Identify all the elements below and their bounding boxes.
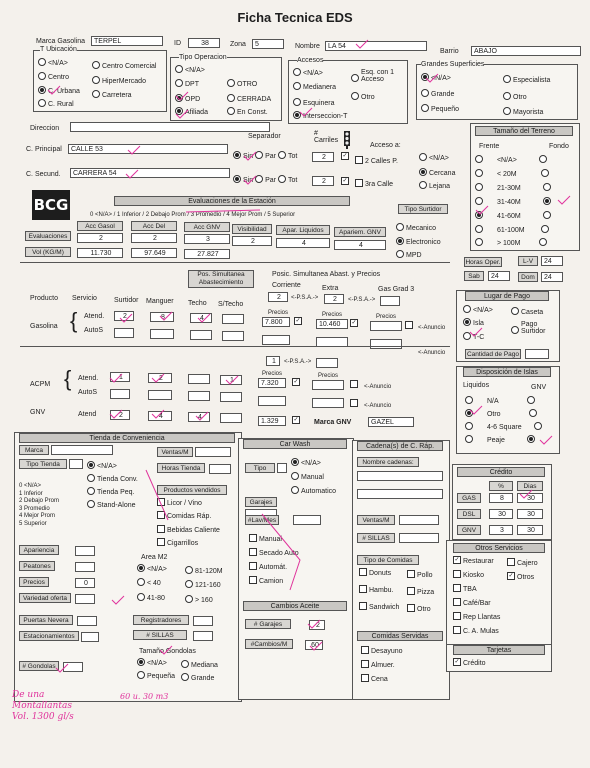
lv-label: L-V (518, 256, 538, 266)
ubic-opt-hiper[interactable]: HiperMercado (92, 77, 146, 86)
terreno-title: Tamaño del Terreno (475, 126, 573, 136)
tipo-surtidor-button[interactable]: Tipo Surtidor (398, 204, 448, 214)
car-wash-opt-auto[interactable]: Automatico (291, 487, 336, 496)
col-surtidor: Surtidor (114, 297, 139, 304)
acpm-atend-label: Atend. (78, 375, 99, 382)
pago-opt-isla[interactable]: Isla (463, 319, 484, 328)
terreno-size-na[interactable]: <N/A> (475, 156, 549, 165)
gas-precios-label-2: Precios (322, 312, 343, 318)
cambios-title: Cambios Aceite (243, 601, 347, 611)
gasolina-brace: { (70, 308, 78, 333)
col-producto: Producto (30, 295, 59, 302)
form-title: Ficha Tecnica EDS (237, 10, 353, 25)
tienda-scale: 0 <N/A> 1 Inferior 2 Debajo Prom 3 Promedio 4 Mejor Prom 5 Superior (19, 483, 60, 527)
area-opt-160[interactable]: > 160 (185, 596, 213, 605)
acceso-a-label: Acceso a: (370, 142, 401, 149)
op-opt-afiliada[interactable]: Afiliada (175, 108, 208, 117)
dom-field[interactable]: 24 (541, 272, 563, 282)
cantidad-pago-label: Cantidad de Pago (466, 351, 520, 358)
car-wash-title: Car Wash (243, 439, 347, 449)
credito-dsl-pct[interactable]: 30 (489, 509, 513, 519)
cadena-ventas-label: Ventas/M (357, 515, 395, 525)
gasolina-autos-label: AutoS (84, 327, 104, 334)
col-apar-gnv: Apariem. GNV (334, 227, 386, 237)
gnv-surtidor[interactable]: 2 (110, 410, 130, 420)
islas-opt-peaje[interactable]: Peaje (465, 436, 537, 445)
col-s-techo: S/Techo (218, 301, 244, 308)
precios-label: Precios (19, 577, 49, 587)
psa-extra[interactable]: 2 (324, 294, 344, 304)
c-principal-field[interactable]: CALLE 53 (68, 144, 228, 154)
acceso-check-principal[interactable]: ✓ (342, 153, 348, 160)
marca-gnv-field[interactable]: GAZEL (368, 417, 414, 427)
tipo-tienda-label: Tipo Tienda (19, 459, 67, 469)
gond-opt-mediana[interactable]: Mediana (181, 661, 218, 670)
acpm-manguer[interactable]: 2 (148, 373, 172, 383)
area-opt-121[interactable]: 121-160 (185, 581, 221, 590)
car-wash-opt-na[interactable]: <N/A> (291, 459, 321, 468)
serv-cafe[interactable]: Café/Bar (453, 599, 491, 608)
c-principal-label: C. Principal (26, 146, 62, 153)
prod-licor[interactable]: Licor / Vino (157, 499, 202, 508)
puertas-label: Puertas Nevera (19, 615, 73, 625)
proximity-cercana[interactable]: Cercana (419, 169, 455, 178)
cadena-sillas-label: # SILLAS (357, 533, 395, 543)
lv-field[interactable]: 24 (541, 256, 563, 266)
vol-row-label: Vol (KG/M) (25, 247, 71, 257)
comida-hambu[interactable]: Hambu. (359, 586, 394, 595)
posic-header: Posic. Simultanea Abast. y Precios (272, 271, 381, 278)
comida-otro[interactable]: Otro (407, 605, 431, 614)
precios-field[interactable]: 0 (75, 578, 95, 588)
ubic-opt-urbana[interactable]: C. Urbana (38, 87, 80, 96)
tienda-marca-label: Marca (19, 445, 49, 455)
credito-gas-pct[interactable]: 8 (489, 493, 513, 503)
islas-title: Disposición de Islas (463, 367, 551, 377)
area-opt-41[interactable]: 41-80 (137, 594, 165, 603)
servida-almuerzo[interactable]: Almuer. (361, 661, 395, 670)
prod-comidas[interactable]: Comidas Ráp. (157, 512, 211, 521)
extra-label: Extra (322, 285, 339, 292)
pos-simultanea-button: Pos. Simultanea Abastecimiento (188, 270, 254, 288)
servida-desayuno[interactable]: Desayuno (361, 647, 403, 656)
sup-opt-especialista[interactable]: Especialista (503, 76, 550, 85)
islas-opt-na[interactable]: N/A (465, 397, 537, 406)
tienda-opt-peq[interactable]: Tienda Peq. (87, 488, 135, 497)
proximity-na[interactable]: <N/A> (419, 154, 449, 163)
gnv-atend-label: Atend (78, 411, 97, 418)
terreno-size-100[interactable]: > 100M (475, 239, 549, 248)
gas-precio-extra[interactable]: 10.460 (316, 319, 348, 329)
wash-secado[interactable]: Secado Auto (249, 549, 299, 558)
tipo-comidas-label: Tipo de Comidas (357, 555, 419, 565)
ubic-opt-na[interactable]: <N/A> (38, 59, 68, 68)
area-opt-na[interactable]: <N/A> (137, 565, 167, 574)
tienda-opt-na[interactable]: <N/A> (87, 462, 117, 471)
credito-dias-label: Dias (517, 481, 543, 491)
evaluaciones-row-label: Evaluaciones (25, 231, 71, 241)
acpm-precios-label-2: Precios (318, 373, 339, 379)
gasolina-atend-label: Atend. (84, 313, 105, 320)
separador-label: Separador (248, 133, 281, 140)
gnv-label: GNV (30, 409, 46, 416)
lugar-pago-title: Lugar de Pago (465, 291, 549, 301)
acpm-anuncio-1: <-Anuncio (364, 384, 392, 390)
cadena-title: Cadena(s) de C. Ráp. (357, 441, 443, 451)
comida-sandwich[interactable]: Sandwich (359, 603, 399, 612)
gas-anuncio-2: <-Anuncio (418, 350, 446, 356)
carriles-label: # Carriles (314, 130, 339, 144)
islas-gnv-label: GNV (531, 384, 547, 391)
pago-opt-tc[interactable]: T-C (463, 333, 484, 342)
islas-opt-otro[interactable]: Otro (465, 410, 539, 419)
cambios-garajes-label: # Garajes (245, 619, 291, 629)
ubic-opt-comercial[interactable]: Centro Comercial (92, 62, 156, 71)
prod-bebidas[interactable]: Bebidas Caliente (157, 526, 220, 535)
surtidor-electronico[interactable]: Electronico (396, 238, 441, 247)
sab-label: Sab (464, 271, 484, 281)
credito-title: Crédito (457, 467, 545, 477)
surtidor-mecanico[interactable]: Mecanico (396, 224, 436, 233)
gas-grad-label: Gas Grad 3 (378, 286, 415, 293)
surtidor-mpd[interactable]: MPD (396, 251, 422, 260)
col-acc-del: Acc Del (131, 221, 177, 231)
sup-opt-grande[interactable]: Grande (421, 90, 454, 99)
sup-opt-pequeno[interactable]: Pequeño (421, 105, 459, 114)
tipo-operacion-title: Tipo Operacion (179, 54, 227, 61)
peatones-label: Peatones (19, 561, 55, 571)
acpm-surtidor[interactable]: 1 (110, 372, 130, 382)
nombre-cadenas-label: Nombre cadenas: (357, 457, 419, 467)
pago-opt-na[interactable]: <N/A> (463, 306, 493, 315)
otros-servicios-title: Otros Servicios (453, 543, 545, 553)
credito-gnv-pct[interactable]: 3 (489, 525, 513, 535)
id-field[interactable]: 38 (188, 38, 220, 48)
ubic-opt-centro[interactable]: Centro (38, 73, 69, 82)
gas-precio-check-1[interactable]: ✓ (295, 318, 301, 325)
acpm-brace: { (64, 366, 72, 391)
gnv-precio-check[interactable]: ✓ (293, 417, 299, 424)
wash-manual[interactable]: Manual (249, 535, 282, 544)
gond-opt-pequena[interactable]: Pequeña (137, 672, 175, 681)
ubic-opt-carretera[interactable]: Carretera (92, 91, 132, 100)
gond-opt-na[interactable]: <N/A> (137, 659, 167, 668)
acc-opt-medianera[interactable]: Medianera (293, 83, 336, 92)
variedad-label: Variedad oferta (19, 593, 71, 603)
sup-opt-mayorista[interactable]: Mayorista (503, 108, 543, 117)
credito-gnv-dias[interactable]: 30 (517, 525, 543, 535)
terreno-size-20[interactable]: < 20M (475, 170, 551, 179)
credito-dsl-dias[interactable]: 30 (517, 509, 543, 519)
horas-tienda-label: Horas Tienda (157, 463, 205, 473)
wash-camion[interactable]: Camion (249, 577, 283, 586)
eval-acc-del[interactable]: 2 (131, 233, 177, 243)
gondolas-label: # Gondolas (19, 661, 59, 671)
serv-llantas[interactable]: Rep Llantas (453, 613, 500, 622)
handwritten-ventas: 60 u. 30 m3 (120, 692, 169, 701)
islas-opt-square[interactable]: 4-6 Square (465, 423, 544, 432)
accesos-title: Accesos (297, 57, 324, 64)
serv-cajero[interactable]: Cajero (507, 559, 538, 568)
acpm-precios-label: Precios (262, 371, 283, 377)
car-wash-opt-manual[interactable]: Manual (291, 473, 324, 482)
marca-gasolina-label: Marca Gasolina (36, 38, 86, 45)
bcg-logo: BCG (32, 190, 70, 220)
gas-precio-check-2[interactable]: ✓ (351, 320, 357, 327)
estacionamientos-label: Estacionamientos (19, 631, 79, 641)
col-acc-gasol: Acc Gasol (77, 221, 123, 231)
eval-acc-gnv[interactable]: 3 (184, 234, 230, 244)
car-wash-tipo-label: Tipo (245, 463, 275, 473)
acpm-autos-label: AutoS (78, 389, 98, 396)
gasolina-techo[interactable]: 4 (190, 313, 212, 323)
acc-opt-interseccion[interactable]: Interseccion-T (293, 112, 347, 121)
handwritten-note: De una Montallantas Vol. 1300 gl/s (12, 690, 74, 722)
tienda-opt-stand[interactable]: Stand-Alone (87, 501, 136, 510)
servidas-title: Comidas Servidas (357, 631, 443, 641)
comida-donuts[interactable]: Donuts (359, 569, 391, 578)
credito-gas-dias[interactable]: 30 (517, 493, 543, 503)
vol-diesel[interactable]: 97.649 (131, 248, 177, 258)
gas-anuncio-1: <-Anuncio (418, 325, 446, 331)
pago-opt-caseta[interactable]: Caseta (511, 308, 543, 317)
tarjetas-title: Tarjetas (453, 645, 545, 655)
terreno-fondo-label: Fondo (549, 143, 569, 150)
col-apar-liquidos: Apar. Liquidos (276, 225, 330, 235)
tarjeta-credito[interactable]: ✓ Crédito (454, 659, 486, 667)
comida-pizza[interactable]: Pizza (407, 588, 434, 597)
carriles-principal-field[interactable]: 2 (312, 152, 334, 162)
op-opt-otro[interactable]: OTRO (227, 80, 257, 89)
id-label: ID (174, 40, 181, 47)
col-servicio: Servicio (72, 295, 97, 302)
c-secund-label: C. Secund. (26, 171, 61, 178)
evaluaciones-header: Evaluaciones de la Estación (114, 196, 350, 206)
marca-gnv-label: Marca GNV (314, 419, 352, 426)
serv-kiosko[interactable]: Kiosko (453, 571, 484, 580)
cambios-garajes-field[interactable]: 2 (309, 620, 325, 630)
garajes-label: Garajes (245, 497, 277, 507)
acpm-anuncio-2: <-Anuncio (364, 403, 392, 409)
acpm-precio-check[interactable]: ✓ (293, 379, 299, 386)
op-opt-cerrada[interactable]: CERRADA (227, 95, 271, 104)
carriles-secund-field[interactable]: 2 (312, 176, 334, 186)
marca-gasolina-field[interactable]: TERPEL (91, 36, 163, 46)
comida-pollo[interactable]: Pollo (407, 571, 433, 580)
zona-label: Zona (230, 41, 246, 48)
op-opt-dpt[interactable]: DPT (175, 80, 199, 89)
c-secund-field[interactable]: CARRERA 54 (70, 168, 230, 178)
acc-opt-na[interactable]: <N/A> (293, 69, 323, 78)
credito-gas-label: GAS (457, 493, 481, 503)
acceso-3ra-calle[interactable]: 3ra Calle (355, 180, 393, 189)
eval-visibilidad[interactable]: 2 (232, 236, 272, 246)
gas-precio-corriente[interactable]: 7.800 (262, 317, 290, 327)
sup-opt-otro[interactable]: Otro (503, 93, 527, 102)
ubic-opt-rural[interactable]: C. Rural (38, 100, 74, 109)
serv-otros[interactable]: ✓ Otros (508, 573, 535, 581)
cambios-mes-label: #Cambios/M (245, 639, 293, 649)
acpm-psa-label: <-P.S.A.-> (284, 359, 312, 365)
dom-label: Dom (518, 272, 538, 282)
acpm-precio[interactable]: 7.320 (258, 378, 286, 388)
eval-apar-gnv[interactable]: 4 (334, 240, 386, 250)
gnv-precio[interactable]: 1.329 (258, 416, 286, 426)
lav-mes-label: #Lav/Mes (245, 515, 279, 525)
terreno-size-31[interactable]: 31-40M (475, 198, 553, 207)
gasolina-manguer[interactable]: 8 (150, 312, 174, 322)
separador-secund[interactable]: Sin Par Tot (233, 176, 297, 185)
op-opt-na[interactable]: <N/A> (175, 66, 205, 75)
acceso-check-secund[interactable]: ✓ (342, 178, 348, 185)
gasolina-surtidor[interactable]: 2 (114, 311, 134, 321)
terreno-size-41[interactable]: 41-60M (475, 212, 553, 221)
vol-gnv[interactable]: 27.827 (184, 249, 230, 259)
acc-opt-esquinera[interactable]: Esquinera (293, 99, 335, 108)
barrio-field[interactable]: ABAJO (471, 46, 581, 56)
acpm-psa[interactable]: 1 (266, 356, 280, 366)
pago-opt-surtidor[interactable]: Pago Surtidor (511, 321, 551, 335)
servida-cena[interactable]: Cena (361, 675, 388, 684)
gnv-manguer[interactable]: 4 (148, 411, 172, 421)
serv-tba[interactable]: TBA (453, 585, 477, 594)
direccion-label: Direccion (30, 125, 60, 132)
registradores-label: Registradores (133, 615, 189, 625)
gnv-techo[interactable]: 4 (188, 412, 210, 422)
tienda-ventas-label: Ventas/M (157, 447, 193, 457)
credito-dsl-label: DSL (457, 509, 481, 519)
sup-opt-na[interactable]: <N/A> (421, 74, 451, 83)
productos-label: Productos vendidos (157, 485, 227, 495)
gas-precios-label-3: Precios (376, 314, 397, 320)
psa-label-2: <-P.S.A.-> (348, 297, 376, 303)
credito-pct-label: % (489, 481, 513, 491)
psa-corriente[interactable]: 2 (268, 292, 288, 302)
evaluaciones-scale: 0 <N/A> / 1 Inferior / 2 Debajo Prom / 3 Promedio / 4 Mejor Prom / 5 Superior (90, 212, 296, 218)
nombre-field[interactable]: LA 54 (325, 41, 427, 51)
ubicacion-title: T Ubicación (40, 46, 77, 53)
col-visibilidad: Visibilidad (232, 224, 272, 234)
superficies-title: Grandes Superficies (421, 61, 485, 68)
acpm-label: ACPM (30, 381, 51, 388)
sab-field[interactable]: 24 (488, 271, 510, 281)
terreno-size-21[interactable]: 21-30M (475, 184, 553, 193)
nombre-label: Nombre (295, 43, 320, 50)
gas-precios-label: Precios (268, 310, 289, 316)
terreno-size-61[interactable]: 61-100M (475, 226, 551, 235)
wash-automat[interactable]: Automát. (249, 563, 287, 572)
proximity-lejana[interactable]: Lejana (419, 182, 450, 191)
col-manguer: Manguer (146, 298, 174, 305)
barrio-label: Barrio (440, 48, 459, 55)
eval-apar-liquidos[interactable]: 4 (276, 238, 330, 248)
acpm-s-techo[interactable]: 1 (220, 375, 242, 385)
gasolina-label: Gasolina (30, 323, 58, 330)
islas-liquidos-label: Liquidos (463, 382, 490, 389)
prod-cigarrillos[interactable]: Cigarrillos (157, 539, 198, 548)
tienda-sillas-label: # SILLAS (133, 630, 187, 640)
area-label: Area M2 (141, 554, 168, 561)
serv-mulas[interactable]: C. A. Mulas (453, 627, 499, 636)
serv-restaurar[interactable]: ✓ Restaurar (454, 557, 494, 565)
col-techo: Techo (188, 300, 207, 307)
op-opt-opd[interactable]: OPD (175, 95, 200, 104)
tienda-title: Tienda de Conveniencia (19, 433, 235, 443)
apariencia-label: Apariencia (19, 545, 59, 555)
gond-opt-grande[interactable]: Grande (181, 674, 214, 683)
terreno-frente-label: Frente (479, 143, 500, 150)
col-acc-gnv: Acc GNV (184, 222, 230, 232)
acc-opt-esq[interactable]: Esq. con 1 Acceso (351, 69, 401, 83)
op-opt-const[interactable]: En Const. (227, 108, 268, 117)
corriente-label: Corriente (272, 282, 301, 289)
tam-gondolas-label: Tamaño Gondolas (139, 648, 196, 655)
vol-gasolina[interactable]: 11.730 (77, 248, 123, 258)
area-opt-40[interactable]: < 40 (137, 579, 161, 588)
acceso-2-calles[interactable]: 2 Calles P. (355, 157, 398, 166)
separador-principal[interactable]: Sin Par Tot (233, 152, 297, 161)
zona-field[interactable]: 5 (252, 39, 284, 49)
cambios-mes-field[interactable]: 60 (305, 640, 323, 650)
credito-gnv-label: GNV (457, 525, 481, 535)
acc-opt-otro[interactable]: Otro (351, 93, 375, 102)
area-opt-81[interactable]: 81-120M (185, 567, 223, 576)
eval-acc-gasol[interactable]: 2 (77, 233, 123, 243)
psa-label-1: <-P.S.A.-> (291, 295, 319, 301)
tienda-opt-conv[interactable]: Tienda Conv. (87, 475, 138, 484)
horas-oper-label: Horas Oper. (465, 259, 501, 266)
